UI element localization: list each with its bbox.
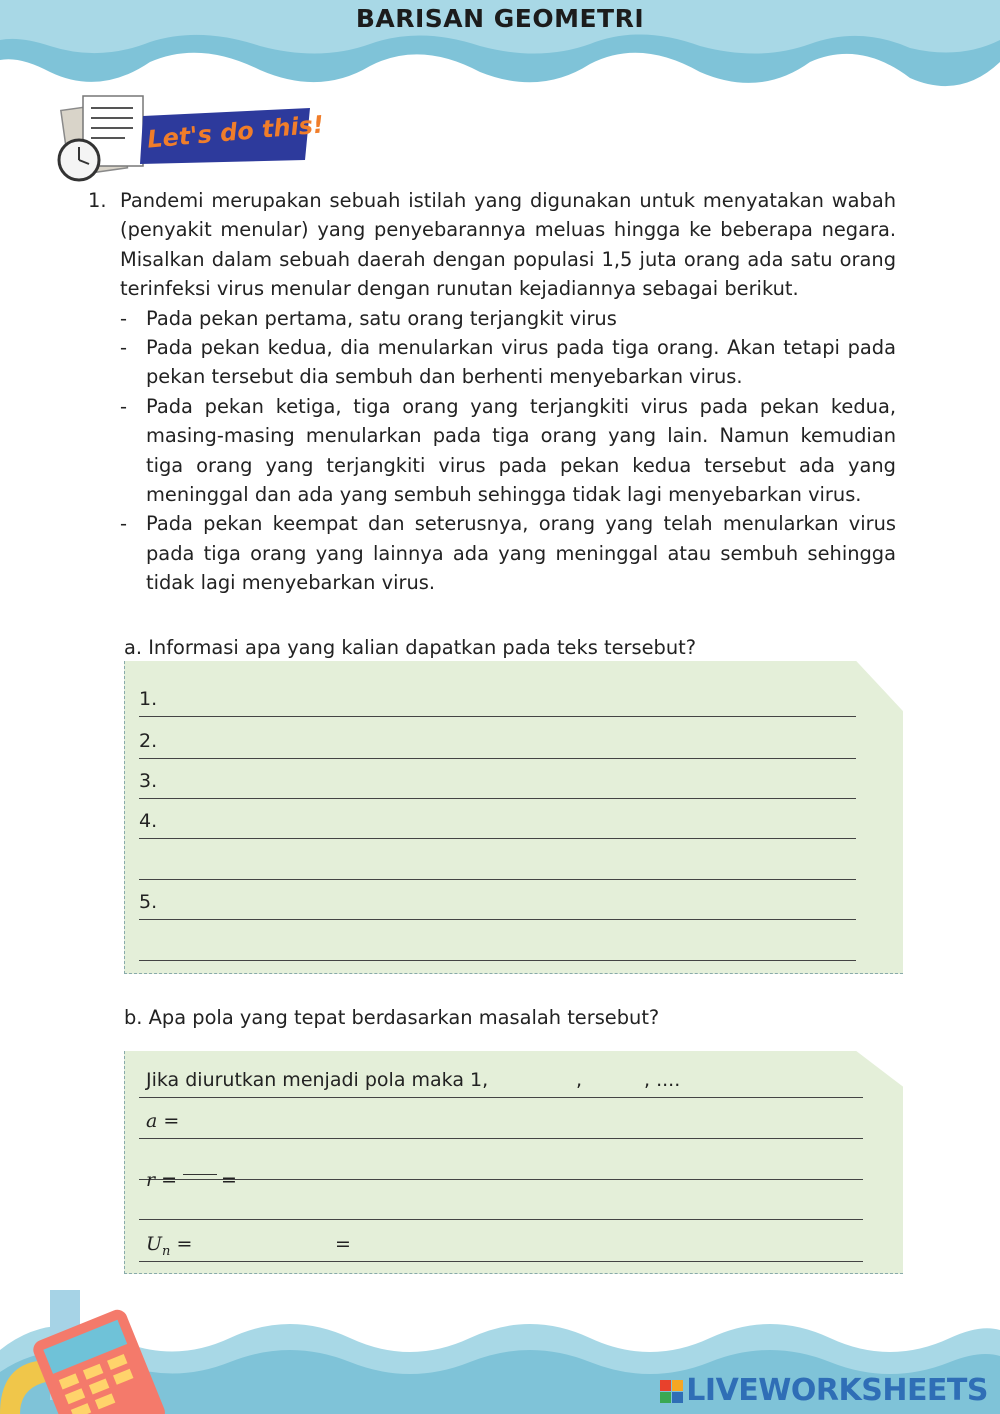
badge-text: Let's do this! xyxy=(146,110,325,154)
un-value-line[interactable] xyxy=(139,1233,863,1262)
page-title: BARISAN GEOMETRI xyxy=(355,4,645,33)
answer-line-3[interactable]: 3. xyxy=(139,770,856,799)
question-1 xyxy=(88,186,896,598)
liveworksheets-logo[interactable] xyxy=(660,1373,988,1408)
un-label: $U_n$ = xyxy=(146,1233,193,1259)
answer-line-4b[interactable] xyxy=(139,851,856,880)
answer-line-5b[interactable] xyxy=(139,932,856,961)
list-item: - Pada pekan kedua, dia menularkan virus pada tiga orang. Akan tetapi pada pekan tersebut dia sembuh dan berhenti menyebarkan virus. xyxy=(120,336,896,389)
question-number: 1. xyxy=(88,189,107,212)
answer-line-2[interactable]: 2. xyxy=(139,730,856,759)
calculator-icon xyxy=(0,1290,170,1414)
logo-text: LIVEWORKSHEETS xyxy=(686,1373,988,1408)
logo-icon xyxy=(660,1380,684,1404)
event-list xyxy=(120,304,896,598)
list-item: - Pada pekan pertama, satu orang terjangkit virus xyxy=(120,306,617,330)
pattern-text: Jika diurutkan menjadi pola maka 1, xyxy=(146,1069,489,1091)
a-value-line[interactable] xyxy=(139,1110,863,1139)
a-label: a = xyxy=(146,1110,180,1132)
pattern-line xyxy=(139,1069,863,1098)
part-b-prompt: b. Apa pola yang tepat berdasarkan masalah tersebut? xyxy=(124,1006,660,1029)
list-item: - Pada pekan ketiga, tiga orang yang terjangkiti virus pada pekan kedua, masing-masing menularkan pada tiga orang yang lain. Namun kemudian tiga orang yang terjangkiti virus pada pekan kedua tersebut ada yang meninggal dan ada yang sembuh sehingga tidak lagi menyebarkan virus. xyxy=(120,394,896,507)
pattern-ellipsis: , .... xyxy=(644,1069,681,1091)
answer-line-5[interactable]: 5. xyxy=(139,891,856,920)
list-item: - Pada pekan keempat dan seterusnya, orang yang telah menularkan virus pada tiga orang yang lainnya ada yang meninggal atau sembuh sehingga tidak lagi menyebarkan virus. xyxy=(120,512,896,595)
r-value-line[interactable] xyxy=(139,1169,863,1220)
r-equals: = xyxy=(221,1169,237,1191)
answer-line-4[interactable]: 4. xyxy=(139,810,856,839)
question-intro: Pandemi merupakan sebuah istilah yang digunakan untuk menyatakan wabah (penyakit menular) yang penyebarannya meluas hingga ke beberapa negara. Misalkan dalam sebuah daerah dengan populasi 1,5 juta orang ada satu orang terinfeksi virus menular dengan runutan kejadiannya sebagai berikut. xyxy=(120,189,896,301)
clock-icon xyxy=(59,140,99,180)
blank-line[interactable] xyxy=(139,1151,863,1180)
part-a-prompt: a. Informasi apa yang kalian dapatkan pada teks tersebut? xyxy=(124,636,697,659)
answer-line-1[interactable]: 1. xyxy=(139,688,856,717)
r-label: r = xyxy=(146,1169,178,1191)
un-equals: = xyxy=(335,1233,351,1255)
fraction-bar xyxy=(183,1174,217,1175)
pattern-separator: , xyxy=(576,1069,583,1091)
